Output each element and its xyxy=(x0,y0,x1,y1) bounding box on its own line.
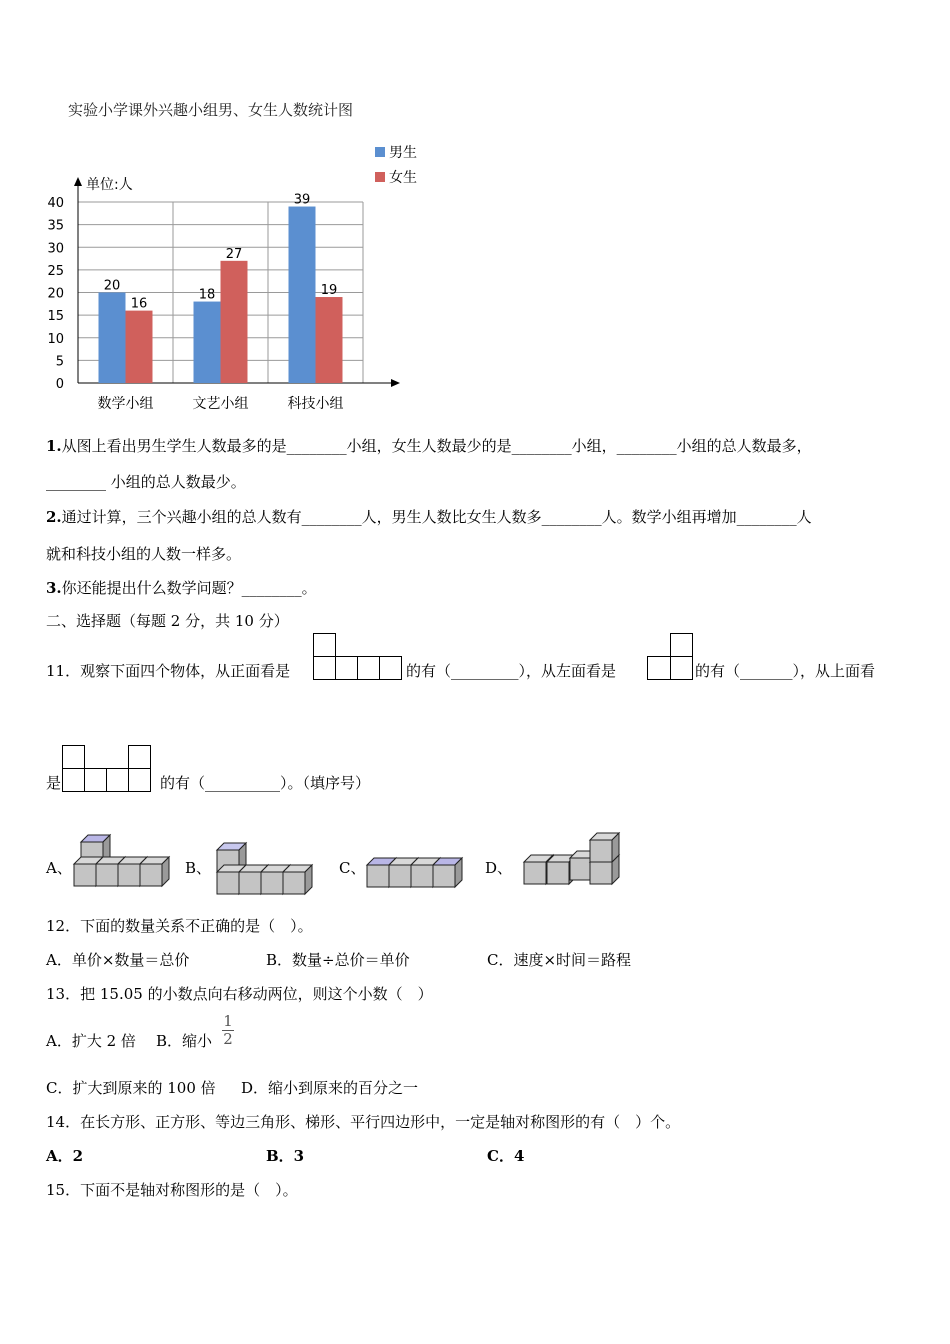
legend-label: 女生 xyxy=(389,170,417,186)
cube-figure-b xyxy=(214,840,324,897)
y-tick-label: 40 xyxy=(47,196,64,211)
cube xyxy=(590,833,619,862)
y-axis-unit-label: 单位:人 xyxy=(86,177,133,193)
x-tick-label: 数学小组 xyxy=(97,396,154,412)
question-13-option-d[interactable]: D．缩小到原来的百分之一 xyxy=(241,1079,419,1097)
question-13-option-c[interactable]: C．扩大到原来的 100 倍 xyxy=(46,1079,216,1097)
question-11-part2: 的有（_________），从左面看是 xyxy=(406,662,617,680)
cube xyxy=(283,865,312,894)
fraction-one-half xyxy=(220,1013,236,1048)
bar-value-label: 27 xyxy=(225,246,243,262)
bar xyxy=(221,261,248,383)
fraction-numerator: 1 xyxy=(223,1012,233,1030)
legend-label: 男生 xyxy=(389,145,417,161)
option-c-label[interactable]: C、 xyxy=(339,859,366,877)
question-1-line1 xyxy=(46,436,812,456)
question-12-option-a[interactable]: A．单价×数量＝总价 xyxy=(46,951,190,969)
bar-chart xyxy=(40,140,430,420)
y-tick-label: 0 xyxy=(55,377,64,392)
bar xyxy=(99,293,126,384)
question-1-text-a: 从图上看出男生学生人数最多的是________小组，女生人数最少的是________小组，________小组的总人数最多， xyxy=(61,437,812,455)
cube-figure-a xyxy=(72,832,172,897)
question-2-text-b: 就和科技小组的人数一样多。 xyxy=(46,545,242,563)
question-13-option-b[interactable]: B．缩小 xyxy=(156,1032,213,1050)
option-d-label[interactable]: D、 xyxy=(485,859,513,877)
bar-value-label: 16 xyxy=(130,296,148,312)
y-tick-label: 20 xyxy=(47,286,64,302)
question-15-stem: 15．下面不是轴对称图形的是（ ）。 xyxy=(46,1181,298,1199)
left-view-figure xyxy=(647,633,695,681)
question-11-part1: 11．观察下面四个物体，从正面看是 xyxy=(46,662,291,680)
y-tick-label: 5 xyxy=(55,354,64,370)
y-tick-label: 30 xyxy=(47,241,64,257)
bar-value-label: 39 xyxy=(293,192,311,208)
question-13-stem: 13．把 15.05 的小数点向右移动两位，则这个小数（ ） xyxy=(46,985,433,1003)
x-tick-label: 科技小组 xyxy=(287,396,344,412)
question-14-option-b[interactable]: B．3 xyxy=(266,1147,305,1165)
question-3 xyxy=(46,578,317,598)
cube-figure-c xyxy=(365,853,475,897)
y-tick-label: 35 xyxy=(47,218,64,234)
legend-swatch xyxy=(375,172,385,182)
bar-value-label: 19 xyxy=(320,283,338,299)
question-11-part4: 是 xyxy=(46,774,62,792)
question-3-number: 3. xyxy=(46,579,62,597)
bar xyxy=(289,207,316,383)
question-13-option-a[interactable]: A．扩大 2 倍 xyxy=(46,1032,136,1050)
question-3-text: 你还能提出什么数学问题？________。 xyxy=(61,579,317,597)
chart-title: 实验小学课外兴趣小组男、女生人数统计图 xyxy=(68,101,354,119)
y-tick-label: 15 xyxy=(47,309,64,325)
question-14-option-c[interactable]: C．4 xyxy=(487,1147,525,1165)
question-14-stem: 14．在长方形、正方形、等边三角形、梯形、平行四边形中，一定是轴对称图形的有（ ）个。 xyxy=(46,1113,681,1131)
x-axis-arrow xyxy=(391,379,400,387)
section-heading: 二、选择题（每题 2 分，共 10 分） xyxy=(46,612,289,630)
cube-figure-d xyxy=(520,832,630,892)
bar xyxy=(194,302,221,383)
cube xyxy=(433,858,462,887)
y-tick-label: 25 xyxy=(47,263,64,279)
y-axis-arrow xyxy=(74,177,82,186)
fraction-denominator: 2 xyxy=(223,1030,233,1048)
cube xyxy=(140,857,169,886)
question-14-option-a[interactable]: A．2 xyxy=(46,1147,84,1165)
bar xyxy=(126,311,153,383)
front-view-figure xyxy=(313,633,406,681)
y-tick-label: 10 xyxy=(47,331,64,347)
question-12-option-c[interactable]: C．速度×时间＝路程 xyxy=(487,951,632,969)
question-12-stem: 12．下面的数量关系不正确的是（ ）。 xyxy=(46,917,313,935)
question-2-number: 2. xyxy=(46,508,62,526)
question-11-part3: 的有（_______），从上面看 xyxy=(695,662,876,680)
question-11-part5: 的有（__________）。（填序号） xyxy=(160,774,371,792)
question-1-text-b: ________ 小组的总人数最少。 xyxy=(46,473,246,491)
option-a-label[interactable]: A、 xyxy=(46,859,72,877)
legend-swatch xyxy=(375,147,385,157)
question-2-line1 xyxy=(46,507,812,527)
question-2-text-a: 通过计算，三个兴趣小组的总人数有________人，男生人数比女生人数多________人。数学小组再增加________人 xyxy=(61,508,812,526)
question-1-number: 1. xyxy=(46,437,62,455)
option-b-label[interactable]: B、 xyxy=(185,859,212,877)
x-tick-label: 文艺小组 xyxy=(192,396,249,412)
bar-value-label: 20 xyxy=(103,278,121,294)
question-12-option-b[interactable]: B．数量÷总价＝单价 xyxy=(266,951,410,969)
top-view-figure xyxy=(62,745,154,793)
bar-value-label: 18 xyxy=(198,287,216,303)
bar xyxy=(316,297,343,383)
